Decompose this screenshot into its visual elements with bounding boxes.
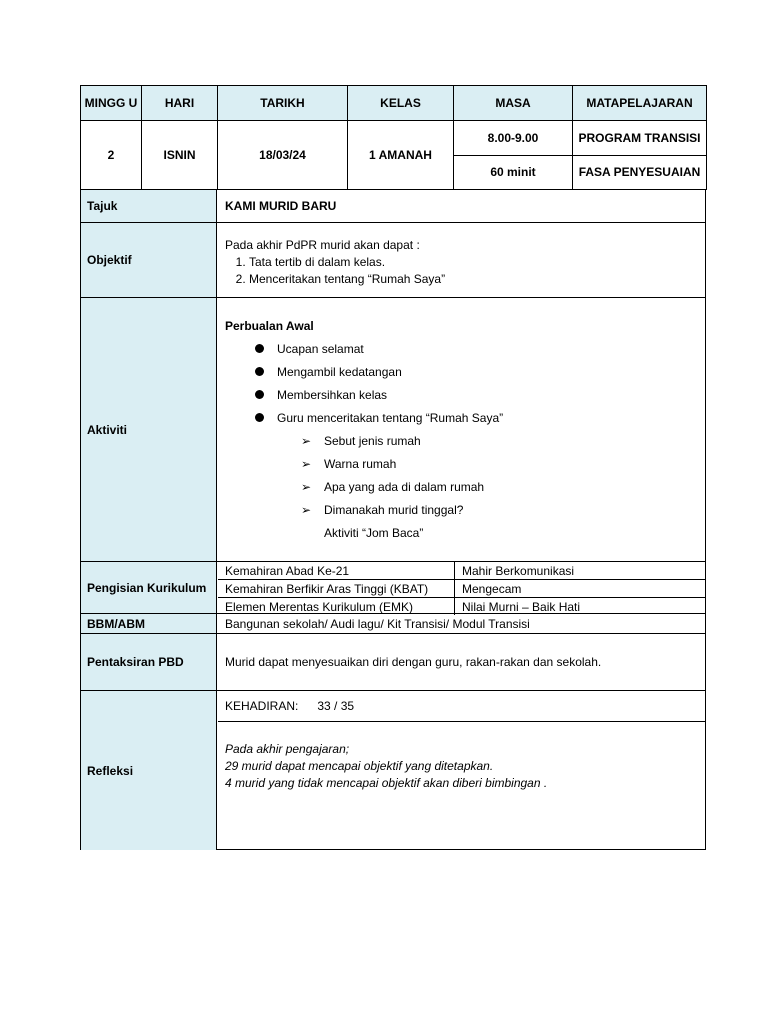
lesson-body-grid bbox=[80, 190, 706, 850]
bullet-dot-icon bbox=[255, 390, 264, 399]
sub-bullet-text: Apa yang ada di dalam rumah bbox=[324, 479, 485, 494]
arrow-bullet-icon: ➢ bbox=[301, 456, 312, 471]
bullet-item bbox=[225, 337, 705, 360]
col-matapelajaran: MATAPELAJARAN bbox=[573, 86, 707, 121]
col-hari: HARI bbox=[142, 86, 218, 121]
col-minggu: MINGG U bbox=[81, 86, 142, 121]
table-cell: Kemahiran Abad Ke-21 bbox=[218, 562, 455, 580]
refleksi-line: 4 murid yang tidak mencapai objektif akan diberi bimbingan . bbox=[225, 776, 548, 790]
objektif-intro: Pada akhir PdPR murid akan dapat : bbox=[225, 238, 420, 252]
bullet-text: Guru menceritakan tentang “Rumah Saya” bbox=[277, 410, 504, 425]
table-cell: Mahir Berkomunikasi bbox=[455, 562, 706, 580]
masa-time-value: 8.00-9.00 bbox=[454, 121, 573, 156]
pentaksiran-row bbox=[81, 634, 705, 691]
kehadiran-line bbox=[218, 691, 705, 722]
table-row bbox=[218, 598, 705, 616]
objektif-item: 1. Tata tertib di dalam kelas. bbox=[249, 254, 705, 271]
pengisian-content bbox=[218, 562, 705, 613]
bullet-dot-icon bbox=[255, 367, 264, 376]
bullet-item bbox=[225, 360, 705, 383]
sub-bullet-text: Dimanakah murid tinggal? bbox=[324, 502, 464, 517]
objektif-row bbox=[81, 223, 705, 298]
hari-value: ISNIN bbox=[142, 121, 218, 190]
refleksi-label: Refleksi bbox=[81, 691, 217, 850]
bbm-row bbox=[81, 614, 705, 634]
bullet-text: Ucapan selamat bbox=[277, 341, 364, 356]
table-cell: Elemen Merentas Kurikulum (EMK) bbox=[218, 598, 455, 616]
refleksi-row bbox=[81, 691, 705, 850]
header-row bbox=[81, 86, 707, 121]
arrow-bullet-icon: ➢ bbox=[301, 479, 312, 494]
sub-bullet-item bbox=[225, 452, 705, 475]
arrow-bullet-icon: ➢ bbox=[301, 502, 312, 517]
refleksi-content bbox=[218, 691, 705, 850]
table-cell: Nilai Murni – Baik Hati bbox=[462, 599, 581, 614]
col-kelas: KELAS bbox=[348, 86, 454, 121]
tajuk-row bbox=[81, 190, 705, 223]
sub-bullet-text: Sebut jenis rumah bbox=[324, 433, 421, 448]
refleksi-notes bbox=[218, 722, 705, 792]
objektif-list bbox=[225, 254, 705, 288]
bullet-dot-icon bbox=[255, 344, 264, 353]
bullet-dot-icon bbox=[255, 413, 264, 422]
tajuk-label: Tajuk bbox=[81, 190, 217, 222]
matapelajaran-line2: FASA PENYESUAIAN bbox=[573, 156, 707, 190]
tajuk-value: KAMI MURID BARU bbox=[225, 199, 337, 213]
aktiviti-row bbox=[81, 298, 705, 562]
objektif-item: 2. Menceritakan tentang “Rumah Saya” bbox=[249, 271, 705, 288]
sub-bullet-item bbox=[225, 429, 705, 452]
aktiviti-heading: Perbualan Awal bbox=[225, 319, 314, 333]
pentaksiran-value: Murid dapat menyesuaikan diri dengan guru, rakan-rakan dan sekolah. bbox=[225, 655, 602, 669]
table-cell: Mengecam bbox=[455, 580, 706, 598]
pengisian-table bbox=[218, 562, 705, 615]
aktiviti-closing: Aktiviti “Jom Baca” bbox=[324, 525, 424, 540]
info-row bbox=[81, 121, 707, 156]
sub-bullet-item bbox=[225, 475, 705, 498]
objektif-content bbox=[218, 223, 705, 297]
bbm-value: Bangunan sekolah/ Audi lagu/ Kit Transisi/ Modul Transisi bbox=[225, 616, 530, 631]
bullet-text: Membersihkan kelas bbox=[277, 387, 388, 402]
aktiviti-content bbox=[218, 298, 705, 561]
refleksi-line: 29 murid dapat mencapai objektif yang ditetapkan. bbox=[225, 759, 494, 773]
pengisian-label: Pengisian Kurikulum bbox=[81, 562, 217, 613]
arrow-bullet-icon: ➢ bbox=[301, 433, 312, 448]
pentaksiran-label: Pentaksiran PBD bbox=[81, 634, 217, 690]
table-cell: Kemahiran Berfikir Aras Tinggi (KBAT) bbox=[218, 580, 455, 598]
col-tarikh: TARIKH bbox=[218, 86, 348, 121]
col-masa: MASA bbox=[454, 86, 573, 121]
aktiviti-label: Aktiviti bbox=[81, 298, 217, 561]
kehadiran-label: KEHADIRAN: bbox=[225, 699, 299, 713]
objektif-label: Objektif bbox=[81, 223, 217, 297]
tarikh-value: 18/03/24 bbox=[218, 121, 348, 190]
table-row bbox=[218, 580, 705, 598]
matapelajaran-line1: PROGRAM TRANSISI bbox=[573, 121, 707, 156]
bullet-item bbox=[225, 406, 705, 429]
bullet-item bbox=[225, 383, 705, 406]
minggu-value: 2 bbox=[81, 121, 142, 190]
pengisian-row bbox=[81, 562, 705, 614]
refleksi-line: Pada akhir pengajaran; bbox=[225, 742, 350, 756]
sub-bullet-item bbox=[225, 498, 705, 521]
bbm-label: BBM/ABM bbox=[81, 614, 217, 633]
sub-bullet-text: Warna rumah bbox=[324, 456, 397, 471]
masa-duration-value: 60 minit bbox=[454, 156, 573, 190]
kehadiran-value: 33 / 35 bbox=[317, 699, 355, 713]
bullet-text: Mengambil kedatangan bbox=[277, 364, 402, 379]
header-table bbox=[80, 85, 707, 190]
table-row bbox=[218, 562, 705, 580]
kelas-value: 1 AMANAH bbox=[348, 121, 454, 190]
